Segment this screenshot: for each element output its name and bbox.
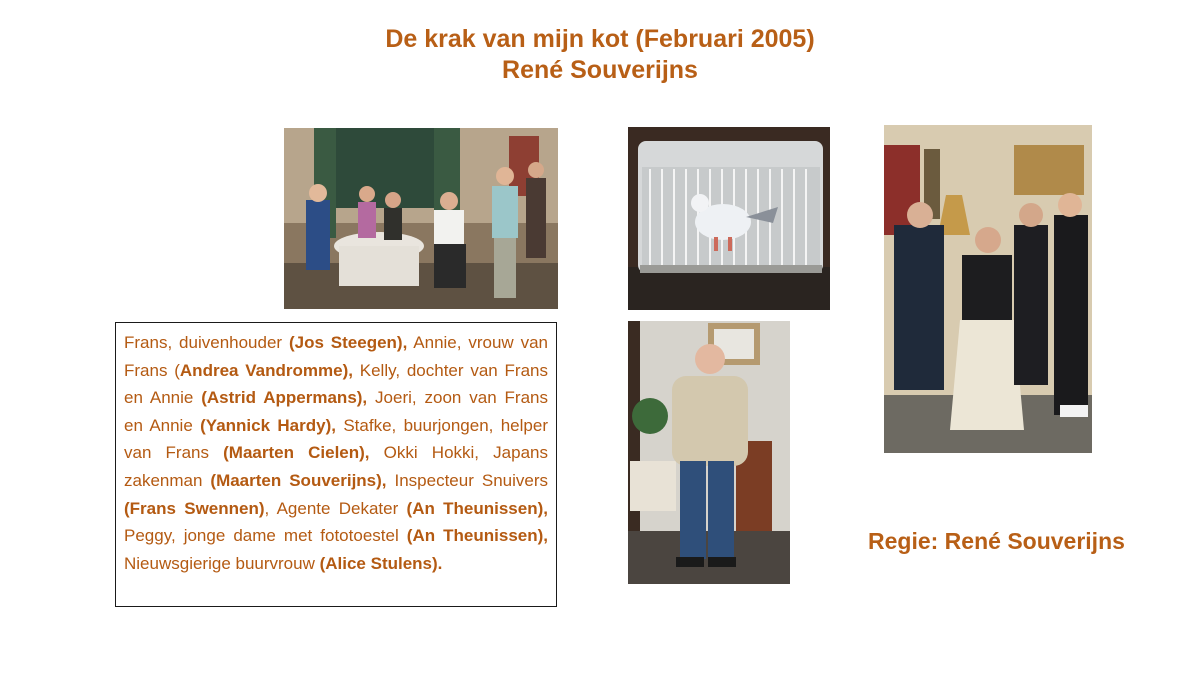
cast-actor-name: (Maarten Cielen), — [223, 443, 370, 463]
cast-actor-name: (An Theunissen), — [406, 498, 548, 518]
cast-actor-name: (Astrid Appermans), — [201, 388, 368, 408]
cast-actor-name: Andrea Vandromme), — [179, 360, 353, 380]
stage-photo-pigeon-cage — [628, 127, 830, 310]
cast-role-text: Joeri, zoon van Frans en Annie — [124, 388, 548, 435]
cast-list-text — [124, 329, 548, 577]
cast-actor-name: (Maarten Souverijns), — [210, 470, 387, 490]
page-title: De krak van mijn kot (Februari 2005) — [385, 25, 815, 53]
cast-actor-name: (Yannick Hardy), — [200, 415, 336, 435]
author-subtitle: René Souverijns — [502, 56, 698, 84]
cast-actor-name: (Frans Swennen) — [124, 498, 265, 518]
stage-photo-table-scene — [284, 128, 558, 309]
stage-photo-group-scene — [884, 125, 1092, 453]
cast-role-text: Okki Hokki, Japans zakenman — [124, 443, 548, 490]
cast-role-text: , Agente Dekater — [264, 498, 407, 518]
cast-actor-name: (Alice Stulens). — [319, 553, 443, 573]
cast-list-box — [115, 322, 557, 607]
cast-actor-name: (Jos Steegen), — [288, 333, 408, 352]
cast-role-text: Kelly, dochter van Frans en Annie — [124, 360, 548, 408]
director-credit: Regie: René Souverijns — [868, 528, 1125, 554]
cast-role-text: Stafke, buurjongen, helper van Frans — [124, 415, 548, 463]
cast-actor-name: (An Theunissen), — [406, 526, 548, 546]
cast-role-text: Annie, vrouw van Frans ( — [124, 333, 548, 380]
cast-role-text: Inspecteur Snuivers — [386, 470, 548, 490]
stage-photo-standing-man — [628, 321, 790, 584]
cast-role-text: Nieuwsgierige buurvrouw — [124, 553, 320, 573]
cast-role-text: Frans, duivenhouder — [124, 333, 289, 352]
cast-role-text: Peggy, jonge dame met fototoestel — [124, 526, 407, 546]
